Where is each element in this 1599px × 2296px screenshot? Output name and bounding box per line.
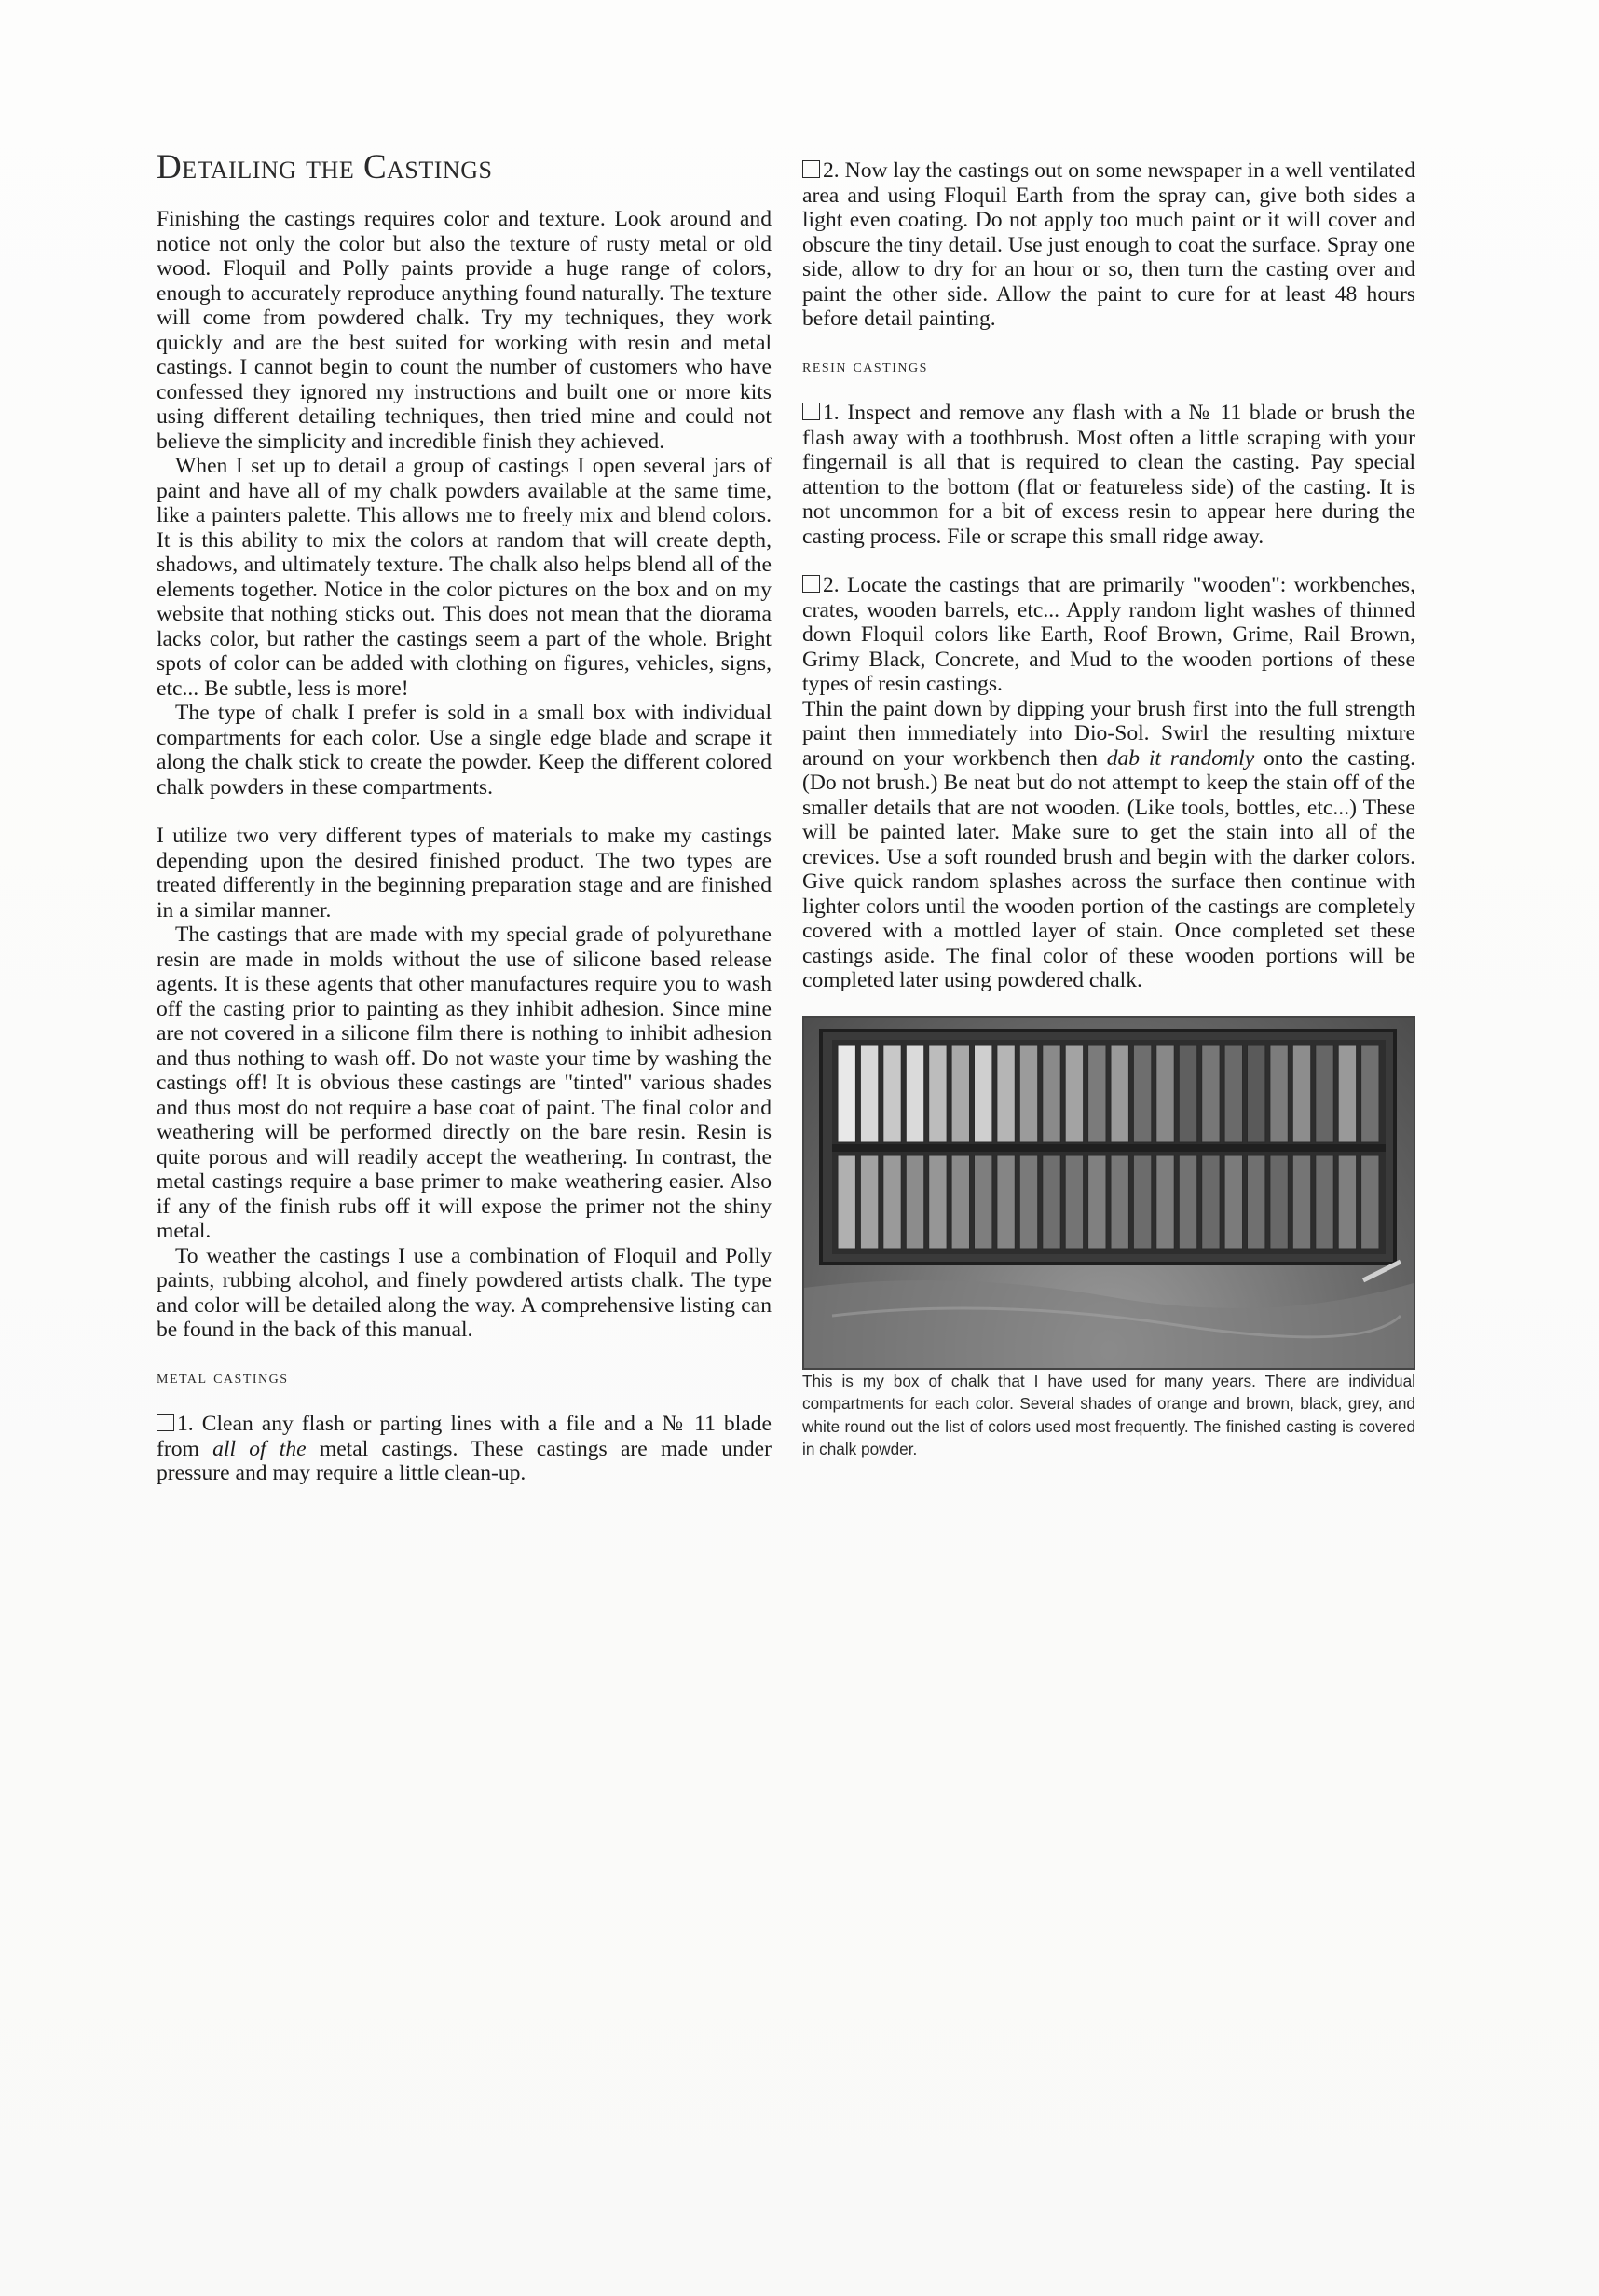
chalk-stick (860, 1046, 878, 1142)
page-title: Detailing the Castings (157, 148, 493, 186)
chalk-stick (883, 1046, 901, 1142)
metal-step-2-text: 2. Now lay the castings out on some newspaper in a well ventilated area and using Floquil Earth from the spray can, give both sides a light even coating. Do not apply too much paint or it will cover and obscure the tiny detail. Use just enough to coat the surface. Spray one side, allow to dry for an hour or so, then turn the casting over and paint the other side. Allow the paint to cure for at least 48 hours before detail painting. (802, 158, 1415, 331)
resin-step-1-text: 1. Inspect and remove any flash with a № 11 blade or brush the flash away with a toothbrush. Most often a little scraping with your fingernail is all that is required to clean the casting. Pay special attention to the bottom (flat or featureless side) of the casting. It is not uncommon for a bit of excess resin to appear here during the casting process. File or scrape this small ridge away. (802, 401, 1415, 549)
chalk-stick (838, 1155, 855, 1249)
chalk-stick (1019, 1046, 1037, 1142)
chalk-stick (1088, 1046, 1106, 1142)
chalk-stick (1133, 1155, 1151, 1249)
paragraph-intro: Finishing the castings requires color and texture. Look around and notice not only the color but also the texture of rusty metal or old wood. Floquil and Polly paints provide a huge range of colors, enough to accurately reproduce anything found naturally. The texture will come from powdered chalk. Try my techniques, they work quickly and are the best suited for working with resin and metal castings. I cannot begin to count the number of customers who have confessed they ignored my instructions and built one or more kits using different detailing techniques, then tried mine and could not believe the simplicity and incredible finish they achieved. (157, 207, 772, 454)
chalk-stick (1270, 1155, 1288, 1249)
chalk-stick (1065, 1155, 1083, 1249)
metal-step-1-emphasis: all of the (212, 1436, 307, 1461)
chalk-stick (951, 1046, 969, 1142)
chalk-stick (1065, 1046, 1083, 1142)
paragraph-materials: I utilize two very different types of materials to make my castings depending upon the desired finished product. The two types are treated differently in the beginning preparation stage and are finished in a similar manner. (157, 824, 772, 922)
metal-step-1 (157, 1412, 772, 1486)
chalk-stick (1111, 1046, 1128, 1142)
chalk-stick (997, 1046, 1015, 1142)
chalk-stick (1019, 1155, 1037, 1249)
chalk-stick (1270, 1046, 1288, 1142)
metal-step-2 (802, 158, 1415, 332)
paragraph-palette: When I set up to detail a group of castings I open several jars of paint and have all of my chalk powders available at the same time, like a painters palette. This allows me to freely mix and blend colors. It is this ability to mix the colors at random that will create depth, shadows, and ultimately texture. The chalk also helps blend all of the elements together. Notice in the color pictures on the box and on my website that nothing sticks out. This does not mean that the diorama lacks color, but rather the castings seem a part of the whole. Bright spots of color can be added with clothing on figures, vehicles, signs, etc... Be subtle, less is more! (157, 454, 772, 701)
chalk-stick (1292, 1046, 1310, 1142)
chalk-stick (1316, 1155, 1333, 1249)
chalk-stick (1202, 1046, 1220, 1142)
metal-step-1-text-b: metal castings. These castings are made under pressure and may require a little clean-up. (157, 1436, 772, 1485)
checkbox-icon (802, 403, 820, 420)
chalk-stick (1361, 1155, 1379, 1249)
resin-stain-instructions (802, 697, 1415, 993)
chalk-stick (929, 1046, 947, 1142)
left-column (157, 149, 772, 1486)
resin-step-2 (802, 573, 1415, 697)
chalk-stick (1361, 1046, 1379, 1142)
metal-step-1-text-a: 1. Clean any flash or parting lines with a file and a № 11 blade from (157, 1412, 772, 1461)
chalk-stick (1043, 1046, 1060, 1142)
table-surface (804, 1280, 1414, 1368)
right-column (802, 158, 1415, 1461)
chalk-stick (1179, 1155, 1196, 1249)
chalk-stick (1248, 1046, 1265, 1142)
photo-caption: This is my box of chalk that I have used for many years. There are individual compartments for each color. Several shades of orange and brown, black, grey, and white round out the list of colors used most frequently. The finished casting is covered in chalk powder. (802, 1371, 1415, 1459)
chalk-stick (929, 1155, 947, 1249)
chalk-stick (951, 1155, 969, 1249)
chalk-stick (1224, 1046, 1242, 1142)
chalk-stick (1156, 1155, 1174, 1249)
chalk-stick (860, 1155, 878, 1249)
chalk-stick (1111, 1155, 1128, 1249)
checkbox-icon (157, 1414, 174, 1431)
chalk-stick (1043, 1155, 1060, 1249)
chalk-stick (883, 1155, 901, 1249)
chalk-stick (1316, 1046, 1333, 1142)
chalk-stick (997, 1155, 1015, 1249)
metal-castings-heading: metal castings (157, 1366, 289, 1387)
resin-stain-text-a: Thin the paint down by dipping your brush first into the full strength paint then immediately into Dio-Sol. Swirl the resulting mixture around on your workbench then (802, 696, 1415, 771)
resin-stain-emphasis: dab it randomly (1106, 745, 1255, 771)
chalk-stick (1338, 1155, 1356, 1249)
chalk-box-illustration (804, 1018, 1414, 1368)
chalk-stick (1338, 1046, 1356, 1142)
paragraph-chalk-box: The type of chalk I prefer is sold in a small box with individual compartments for each color. Use a single edge blade and scrape it along the chalk stick to create the powder. Keep the different colored chalk powders in these compartments. (157, 701, 772, 800)
tray-divider (832, 1144, 1386, 1152)
checkbox-icon (802, 575, 820, 593)
chalk-stick (1088, 1155, 1106, 1249)
chalk-stick (906, 1155, 923, 1249)
chalk-stick (1179, 1046, 1196, 1142)
resin-step-2-text: 2. Locate the castings that are primarily "wooden": workbenches, crates, wooden barrels, etc... Apply random light washes of thinned down Floquil colors like Earth, Roof Brown, Grime, Rail Brown, Grimy Black, Concrete, and Mud to the wooden portions of these types of resin castings. (802, 573, 1415, 696)
chalk-stick (1292, 1155, 1310, 1249)
resin-stain-text-b: onto the casting. (Do not brush.) Be neat but do not attempt to keep the stain off of the smaller details that are not wooden. (Like tools, bottles, etc...) These will be painted later. Make sure to get the stain into all of the crevices. Use a soft rounded brush and begin with the darker colors. Give quick random splashes across the surface then continue with lighter colors until the wooden portion of the castings are completely covered with a mottled layer of stain. Once completed set these castings aside. The final color of these wooden portions will be completed later using powdered chalk. (802, 745, 1416, 992)
chalk-stick (975, 1155, 992, 1249)
chalk-box-photo (802, 1016, 1415, 1370)
chalk-stick (838, 1046, 855, 1142)
paragraph-weathering: To weather the castings I use a combination of Floquil and Polly paints, rubbing alcohol, and finely powdered artists chalk. The type and color will be detailed along the way. A comprehensive listing can be found in the back of this manual. (157, 1243, 772, 1342)
chalk-stick (906, 1046, 923, 1142)
resin-castings-heading: resin castings (802, 355, 928, 376)
chalk-stick (1202, 1155, 1220, 1249)
chalk-stick (1156, 1046, 1174, 1142)
chalk-stick (1248, 1155, 1265, 1249)
chalk-stick (1224, 1155, 1242, 1249)
chalk-stick (1133, 1046, 1151, 1142)
checkbox-icon (802, 160, 820, 178)
chalk-stick (975, 1046, 992, 1142)
paragraph-resin: The castings that are made with my special grade of polyurethane resin are made in molds without the use of silicone based release agents. It is these agents that other manufactures require you to wash off the casting prior to painting as they inhibit adhesion. Since mine are not covered in a silicone film there is nothing to inhibit adhesion and thus nothing to wash off. Do not waste your time by washing the castings off! It is obvious these castings are "tinted" various shades and thus most do not require a base coat of paint. The final color and weathering will be performed directly on the bare resin. Resin is quite porous and will readily accept the weathering. In contrast, the metal castings require a base primer to make weathering easier. Also if any of the finish rubs off it will expose the primer not the shiny metal. (157, 922, 772, 1243)
resin-step-1 (802, 401, 1415, 549)
